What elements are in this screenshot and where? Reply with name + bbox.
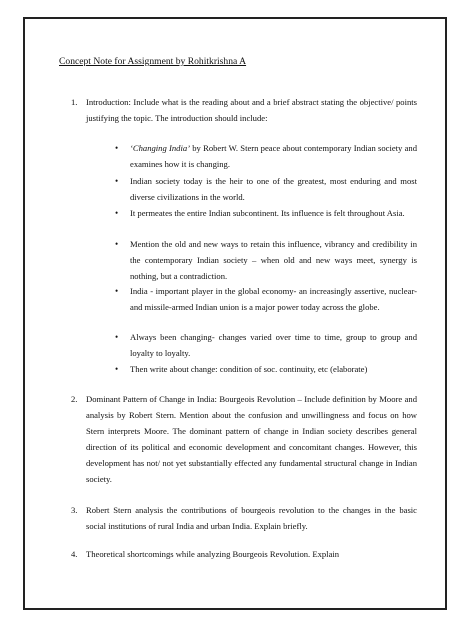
bullet-item-6 [115,329,417,361]
list-item-3 [71,502,417,534]
bullet-text: Then write about change: condition of soc. continuity, etc (elaborate) [130,364,368,374]
bullet-icon: • [115,332,119,342]
bullet-item-4 [115,236,417,284]
bullet-emphasis: ‘Changing India’ [130,143,191,153]
bullet-icon: • [115,286,119,296]
list-item-4 [71,546,417,562]
bullet-icon: • [115,239,119,249]
bullet-icon: • [115,143,119,153]
list-number: 4. [71,549,78,559]
list-item-text: Theoretical shortcomings while analyzing Bourgeois Revolution. Explain [86,549,340,559]
bullet-icon: • [115,364,119,374]
bullet-text: by Robert W. Stern peace about contemporary Indian society and examines how it is changing. [130,143,417,169]
bullet-text: Indian society today is the heir to one of the greatest, most enduring and most diverse civilizations in the world. [130,176,417,202]
bullet-item-2 [115,173,417,205]
bullet-text: It permeates the entire Indian subcontinent. Its influence is felt throughout Asia. [130,208,405,218]
bullet-text: Mention the old and new ways to retain this influence, vibrancy and credibility in the contemporary Indian society – when old and new ways meet, synergy is nothing, but a contradiction. [130,239,417,281]
list-number: 2. [71,394,78,404]
list-number: 1. [71,97,78,107]
list-item-text: Robert Stern analysis the contributions of bourgeois revolution to the changes in the basic social institutions of rural India and urban India. Explain briefly. [86,505,417,531]
bullet-item-1 [115,140,417,172]
bullet-text: India - important player in the global economy- an increasingly assertive, nuclear-and missile-armed Indian union is a major power today across the globe. [130,286,417,312]
bullet-item-5 [115,283,417,315]
bullet-item-3 [115,205,417,221]
bullet-icon: • [115,208,119,218]
document-title: Concept Note for Assignment by Rohitkrishna A [59,56,247,67]
bullet-icon: • [115,176,119,186]
list-item-text: Introduction: Include what is the reading about and a brief abstract stating the objective/ points justifying the topic. The introduction should include: [86,97,417,123]
bullet-item-7 [115,361,417,377]
list-item-text: Dominant Pattern of Change in India: Bourgeois Revolution – Include definition by Moore and analysis by Robert Stern. Mention about the confusion and unwillingness and focus on how Stern interprets Moore. The dominant pattern of change in Indian society describes general direction of its political and economic development and concomitant changes. However, this development has not/ not yet substantially effected any fundamental structural change in Indian society. [86,394,417,484]
list-number: 3. [71,505,78,515]
list-item-1 [71,94,417,126]
bullet-text: Always been changing- changes varied over time to time, group to group and loyalty to loyalty. [130,332,417,358]
list-item-2 [71,391,417,487]
